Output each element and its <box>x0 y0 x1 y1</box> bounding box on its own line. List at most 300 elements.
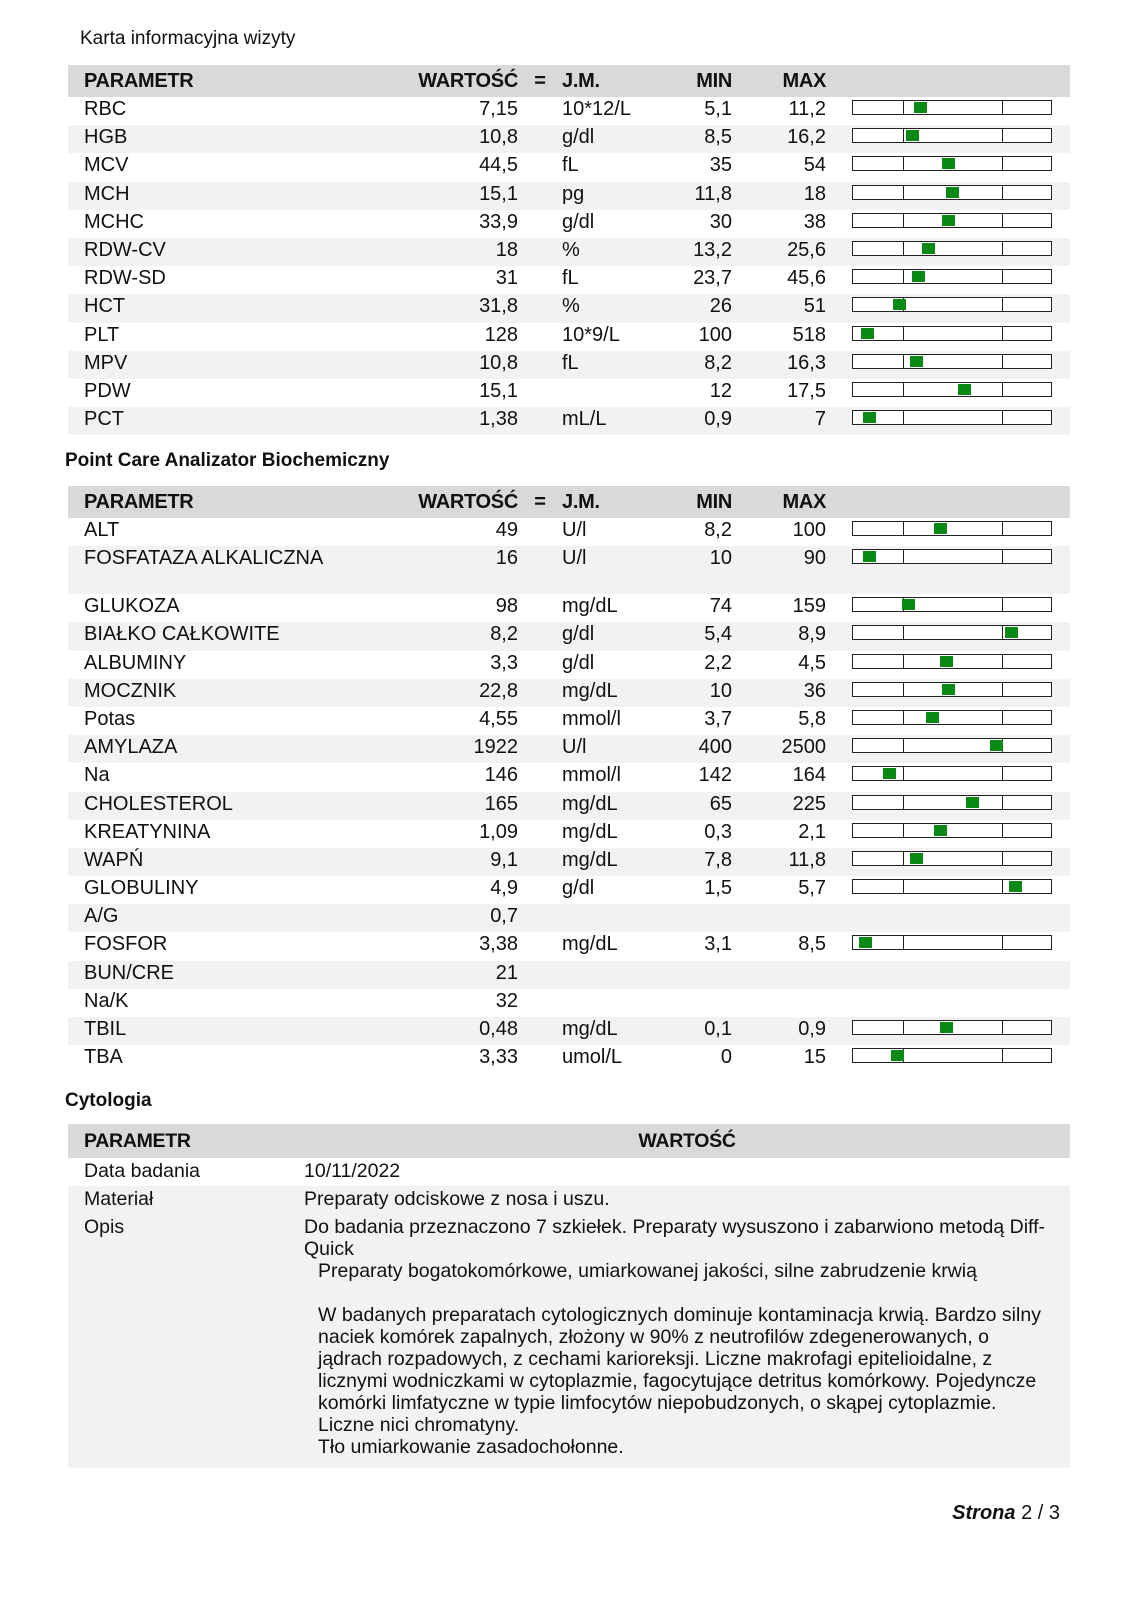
table-row <box>68 210 1070 238</box>
range-tick <box>903 936 905 949</box>
param-name: KREATYNINA <box>84 820 211 843</box>
table-row <box>68 125 1070 153</box>
table-row <box>68 266 1070 294</box>
col-min: MIN <box>662 65 732 97</box>
param-unit: pg <box>562 182 662 210</box>
range-marker <box>863 412 876 423</box>
param-max: 15 <box>803 1046 826 1069</box>
param-eq <box>518 518 562 546</box>
param-value: 31 <box>495 267 518 290</box>
range-tick <box>903 683 905 696</box>
param-min: 100 <box>698 323 732 346</box>
range-bar-cell <box>826 153 1070 181</box>
range-tick <box>1002 214 1004 227</box>
param-unit: fL <box>562 154 579 177</box>
param-unit: 10*9/L <box>562 323 620 346</box>
param-min: 0,1 <box>662 1017 732 1045</box>
range-marker <box>863 551 876 562</box>
range-tick <box>1002 157 1004 170</box>
param-name: AMYLAZA <box>68 735 358 763</box>
param-max: 11,8 <box>732 848 826 876</box>
param-eq <box>518 379 562 407</box>
param-name: A/G <box>68 904 358 932</box>
range-tick <box>903 767 905 780</box>
range-tick <box>1002 655 1004 668</box>
range-bar-cell <box>826 1017 1070 1045</box>
range-bar <box>852 382 1052 397</box>
param-max: 16,2 <box>732 125 826 153</box>
param-value: 1922 <box>358 735 518 763</box>
opis-background: Tło umiarkowanie zasadochołonne. <box>318 1436 624 1458</box>
document-title: Karta informacyjna wizyty <box>80 28 296 49</box>
range-marker <box>990 740 1003 751</box>
col-max: MAX <box>732 65 826 97</box>
param-eq <box>518 876 562 904</box>
param-min: 5,4 <box>662 622 732 650</box>
param-value: 22,8 <box>358 679 518 707</box>
param-value: 10/11/2022 <box>304 1160 401 1182</box>
param-min: 400 <box>662 735 732 763</box>
param-eq <box>518 182 562 210</box>
range-bar-cell <box>826 904 1070 932</box>
range-tick <box>903 411 905 424</box>
param-name: RBC <box>84 98 127 120</box>
param-max: 8,9 <box>732 622 826 650</box>
param-min: 12 <box>709 379 732 402</box>
param-max: 225 <box>732 792 826 820</box>
opis-findings: W badanych preparatach cytologicznych dominuje kontaminacja krwią. Bardzo silny naciek komórek zapalnych, złożony w 90% z neutrofilów zdegenerowanych, o jądrach rozpadowych, z cechami karioreksji. Liczne makrofagi epitelioidalne, z licznymi wodniczkami w cytoplazmie, fagocytujące detritus komórkowy. Pojedyncze komórki limfatyczne w typie limfocytów niepobudzonych, o skąpej cytoplazmie. Liczne nici chromatyny. <box>318 1304 1041 1436</box>
range-tick <box>1002 626 1004 639</box>
param-unit: U/l <box>562 546 662 594</box>
range-bar-cell <box>826 989 1070 1017</box>
range-tick <box>903 1021 905 1034</box>
range-tick <box>903 711 905 724</box>
range-bar-cell <box>826 876 1070 904</box>
param-max: 2500 <box>732 735 826 763</box>
table-row <box>68 323 1070 351</box>
param-value: 15,1 <box>358 182 518 210</box>
range-tick <box>1002 298 1004 311</box>
range-tick <box>1002 242 1004 255</box>
param-name: TBIL <box>68 1017 358 1045</box>
range-bar-cell <box>826 407 1070 435</box>
col-parametr: PARAMETR <box>68 1124 304 1158</box>
range-marker <box>912 271 925 282</box>
range-tick <box>1002 101 1004 114</box>
range-marker <box>859 937 872 948</box>
param-min: 65 <box>662 792 732 820</box>
param-eq <box>518 546 562 594</box>
col-jm: J.M. <box>562 65 662 97</box>
range-tick <box>1002 824 1004 837</box>
range-tick <box>903 796 905 809</box>
range-bar <box>852 269 1052 284</box>
range-tick <box>903 824 905 837</box>
biochemistry-table <box>68 486 1070 1073</box>
param-value <box>304 1214 1070 1468</box>
param-min: 3,1 <box>704 933 732 956</box>
param-name: RDW-SD <box>84 267 166 290</box>
range-bar-cell <box>826 210 1070 238</box>
table-header <box>68 1124 1070 1158</box>
range-marker <box>891 1050 904 1061</box>
range-tick <box>903 157 905 170</box>
table-row <box>68 1186 1070 1214</box>
param-unit <box>562 904 662 932</box>
param-unit: g/dl <box>562 622 662 650</box>
param-name: MCHC <box>84 210 144 233</box>
param-unit: mg/dL <box>562 792 662 820</box>
range-bar-cell <box>826 622 1070 650</box>
table-row <box>68 932 1070 960</box>
param-min: 26 <box>662 294 732 322</box>
param-name: Data badania <box>84 1160 201 1182</box>
range-bar-cell <box>826 848 1070 876</box>
param-unit: g/dl <box>562 651 595 674</box>
param-min: 10 <box>662 679 732 707</box>
table-row <box>68 294 1070 322</box>
range-tick <box>903 522 905 535</box>
param-eq <box>518 153 562 181</box>
range-tick <box>903 327 905 340</box>
param-name: BUN/CRE <box>68 961 358 989</box>
section-title-cytology: Cytologia <box>65 1090 152 1111</box>
param-min: 8,2 <box>662 351 732 379</box>
range-bar <box>852 823 1052 838</box>
range-bar <box>852 1020 1052 1035</box>
col-parametr: PARAMETR <box>68 486 358 518</box>
param-eq <box>518 1045 562 1073</box>
param-unit: % <box>562 294 662 322</box>
range-tick <box>903 383 905 396</box>
range-bar-cell <box>826 932 1070 960</box>
param-max: 5,7 <box>798 877 826 900</box>
range-bar <box>852 1048 1052 1063</box>
page-footer <box>952 1502 1060 1525</box>
param-value: 33,9 <box>479 210 518 233</box>
param-value: 9,1 <box>358 848 518 876</box>
table-row <box>68 153 1070 181</box>
param-eq <box>518 961 562 989</box>
param-value: 1,38 <box>358 407 518 435</box>
range-bar-cell <box>826 1045 1070 1073</box>
param-max <box>732 961 826 989</box>
param-min: 8,5 <box>662 125 732 153</box>
col-eq: = <box>518 486 562 518</box>
table-row <box>68 735 1070 763</box>
param-name: PDW <box>84 379 131 402</box>
range-bar-cell <box>826 961 1070 989</box>
range-bar <box>852 213 1052 228</box>
col-max: MAX <box>732 486 826 518</box>
param-max: 518 <box>792 323 826 346</box>
param-eq <box>518 594 562 622</box>
table-row <box>68 379 1070 407</box>
param-unit: mg/dL <box>562 595 618 618</box>
param-max: 0,9 <box>732 1017 826 1045</box>
page-label: Strona <box>952 1502 1016 1524</box>
param-value: 10,8 <box>358 351 518 379</box>
param-value: 1,09 <box>479 820 518 843</box>
range-marker <box>958 384 971 395</box>
range-tick <box>1002 936 1004 949</box>
param-value: 98 <box>495 595 518 618</box>
param-unit: g/dl <box>562 877 595 900</box>
param-unit <box>562 989 662 1017</box>
range-marker <box>942 215 955 226</box>
range-bar-cell <box>826 351 1070 379</box>
range-bar <box>852 521 1052 536</box>
param-max: 25,6 <box>732 238 826 266</box>
param-min: 10 <box>662 546 732 594</box>
range-bar-cell <box>826 707 1070 735</box>
opis-lead: Do badania przeznaczono 7 szkiełek. Preparaty wysuszono i zabarwiono metodą Diff-Quick <box>304 1216 1046 1260</box>
range-bar <box>852 549 1052 564</box>
range-marker <box>1005 627 1018 638</box>
range-marker <box>1009 881 1022 892</box>
param-eq <box>518 266 562 294</box>
param-value: 128 <box>484 323 518 346</box>
morphology-table <box>68 65 1070 435</box>
range-marker <box>926 712 939 723</box>
col-bar <box>826 65 1070 97</box>
param-value: 15,1 <box>479 379 518 402</box>
table-row <box>68 182 1070 210</box>
param-min: 13,2 <box>662 238 732 266</box>
param-max <box>732 989 826 1017</box>
param-min <box>662 961 732 989</box>
range-bar-cell <box>826 323 1070 351</box>
param-max: 16,3 <box>732 351 826 379</box>
param-value: 0,48 <box>358 1017 518 1045</box>
range-tick <box>1002 327 1004 340</box>
table-row <box>68 1017 1070 1045</box>
range-bar-cell <box>826 546 1070 594</box>
param-eq <box>518 294 562 322</box>
param-name: MOCZNIK <box>68 679 358 707</box>
table-row <box>68 407 1070 435</box>
param-max: 4,5 <box>798 651 826 674</box>
range-bar-cell <box>826 518 1070 546</box>
table-header <box>68 486 1070 518</box>
param-name: BIAŁKO CAŁKOWITE <box>68 622 358 650</box>
range-marker <box>914 102 927 113</box>
range-tick <box>1002 270 1004 283</box>
param-name: GLUKOZA <box>84 595 180 618</box>
range-tick <box>903 129 905 142</box>
param-eq <box>518 651 562 679</box>
param-name: Na/K <box>84 989 129 1012</box>
range-bar-cell <box>826 651 1070 679</box>
param-max: 5,8 <box>798 707 826 730</box>
range-tick <box>903 655 905 668</box>
range-tick <box>903 186 905 199</box>
range-marker <box>906 130 919 141</box>
param-unit: mg/dL <box>562 933 618 956</box>
param-min: 35 <box>709 154 732 177</box>
range-bar <box>852 710 1052 725</box>
param-eq <box>518 848 562 876</box>
param-max: 54 <box>803 154 826 177</box>
param-name: ALT <box>84 519 120 541</box>
param-eq <box>518 125 562 153</box>
param-unit: U/l <box>562 735 662 763</box>
range-tick <box>1002 355 1004 368</box>
param-unit <box>562 961 662 989</box>
param-min: 30 <box>709 210 732 233</box>
param-max: 90 <box>732 546 826 594</box>
param-eq <box>518 989 562 1017</box>
param-unit: mg/dL <box>562 820 618 843</box>
param-max: 100 <box>792 519 826 541</box>
range-bar <box>852 738 1052 753</box>
range-bar <box>852 597 1052 612</box>
table-row <box>68 904 1070 932</box>
range-bar-cell <box>826 125 1070 153</box>
param-value: 7,15 <box>479 98 518 120</box>
col-eq: = <box>518 65 562 97</box>
range-marker <box>910 356 923 367</box>
param-max: 45,6 <box>787 267 826 290</box>
table-row <box>68 848 1070 876</box>
table-row <box>68 622 1070 650</box>
range-bar <box>852 935 1052 950</box>
param-min: 7,8 <box>662 848 732 876</box>
param-min: 142 <box>698 764 732 787</box>
range-bar <box>852 354 1052 369</box>
range-bar <box>852 241 1052 256</box>
range-tick <box>1002 796 1004 809</box>
range-bar <box>852 410 1052 425</box>
range-marker <box>922 243 935 254</box>
col-parametr: PARAMETR <box>68 65 358 97</box>
param-eq <box>518 97 562 125</box>
param-value: 4,9 <box>490 877 518 900</box>
opis-summary: Preparaty bogatokomórkowe, umiarkowanej jakości, silne zabrudzenie krwią <box>318 1260 977 1282</box>
param-name: MCH <box>68 182 358 210</box>
param-unit: % <box>562 238 662 266</box>
param-name: GLOBULINY <box>84 877 199 900</box>
table-row <box>68 989 1070 1017</box>
col-wartosc: WARTOŚĆ <box>358 65 518 97</box>
param-value: 8,2 <box>358 622 518 650</box>
param-value: 10,8 <box>358 125 518 153</box>
param-max: 8,5 <box>798 933 826 956</box>
range-bar <box>852 128 1052 143</box>
param-eq <box>518 735 562 763</box>
param-value: 4,55 <box>479 707 518 730</box>
range-marker <box>861 328 874 339</box>
range-tick <box>903 550 905 563</box>
param-max: 51 <box>732 294 826 322</box>
range-tick <box>1002 129 1004 142</box>
param-eq <box>518 904 562 932</box>
param-name: CHOLESTEROL <box>68 792 358 820</box>
table-row <box>68 546 1070 594</box>
param-min: 5,1 <box>704 98 732 120</box>
param-eq <box>518 210 562 238</box>
range-bar <box>852 100 1052 115</box>
param-name: FOSFOR <box>84 933 168 956</box>
col-wartosc: WARTOŚĆ <box>358 486 518 518</box>
param-min: 8,2 <box>704 519 732 541</box>
param-unit: U/l <box>562 519 587 541</box>
param-min: 11,8 <box>662 182 732 210</box>
table-row <box>68 1214 1070 1468</box>
param-min: 0,3 <box>704 820 732 843</box>
range-bar-cell <box>826 97 1070 125</box>
param-unit <box>562 379 662 407</box>
range-tick <box>1002 1049 1004 1062</box>
table-row <box>68 238 1070 266</box>
range-tick <box>903 214 905 227</box>
param-max <box>732 904 826 932</box>
range-tick <box>1002 767 1004 780</box>
param-value: 32 <box>495 989 518 1012</box>
range-marker <box>942 158 955 169</box>
param-name: HGB <box>68 125 358 153</box>
range-bar-cell <box>826 820 1070 848</box>
range-bar <box>852 851 1052 866</box>
range-bar <box>852 185 1052 200</box>
table-row <box>68 351 1070 379</box>
param-eq <box>518 707 562 735</box>
range-tick <box>903 101 905 114</box>
param-min: 1,5 <box>704 877 732 900</box>
param-value: 49 <box>495 519 518 541</box>
page-total: 3 <box>1048 1502 1060 1524</box>
param-name: HCT <box>68 294 358 322</box>
param-unit: fL <box>562 351 662 379</box>
param-max: 36 <box>732 679 826 707</box>
table-row <box>68 707 1070 735</box>
param-name: PLT <box>84 323 120 346</box>
param-value: 21 <box>358 961 518 989</box>
param-unit: mg/dL <box>562 679 662 707</box>
cytology-table <box>68 1124 1070 1468</box>
table-row <box>68 679 1070 707</box>
range-tick <box>1002 383 1004 396</box>
param-eq <box>518 407 562 435</box>
param-max: 7 <box>732 407 826 435</box>
range-bar <box>852 156 1052 171</box>
param-min: 0,9 <box>662 407 732 435</box>
param-name: PCT <box>68 407 358 435</box>
param-min: 2,2 <box>704 651 732 674</box>
range-bar-cell <box>826 763 1070 791</box>
param-unit: mmol/l <box>562 764 621 787</box>
table-row <box>68 876 1070 904</box>
range-marker <box>946 187 959 198</box>
range-tick <box>1002 852 1004 865</box>
param-max: 159 <box>792 595 826 618</box>
param-eq <box>518 763 562 791</box>
table-row <box>68 1045 1070 1073</box>
param-eq <box>518 679 562 707</box>
param-name: MCV <box>84 154 129 177</box>
table-row <box>68 651 1070 679</box>
param-name: ALBUMINY <box>84 651 187 674</box>
col-jm: J.M. <box>562 486 662 518</box>
range-bar <box>852 795 1052 810</box>
param-min: 3,7 <box>704 707 732 730</box>
range-bar-cell <box>826 792 1070 820</box>
param-name: WAPŃ <box>68 848 358 876</box>
range-marker <box>940 1022 953 1033</box>
param-eq <box>518 622 562 650</box>
param-eq <box>518 820 562 848</box>
param-unit: g/dl <box>562 210 595 233</box>
